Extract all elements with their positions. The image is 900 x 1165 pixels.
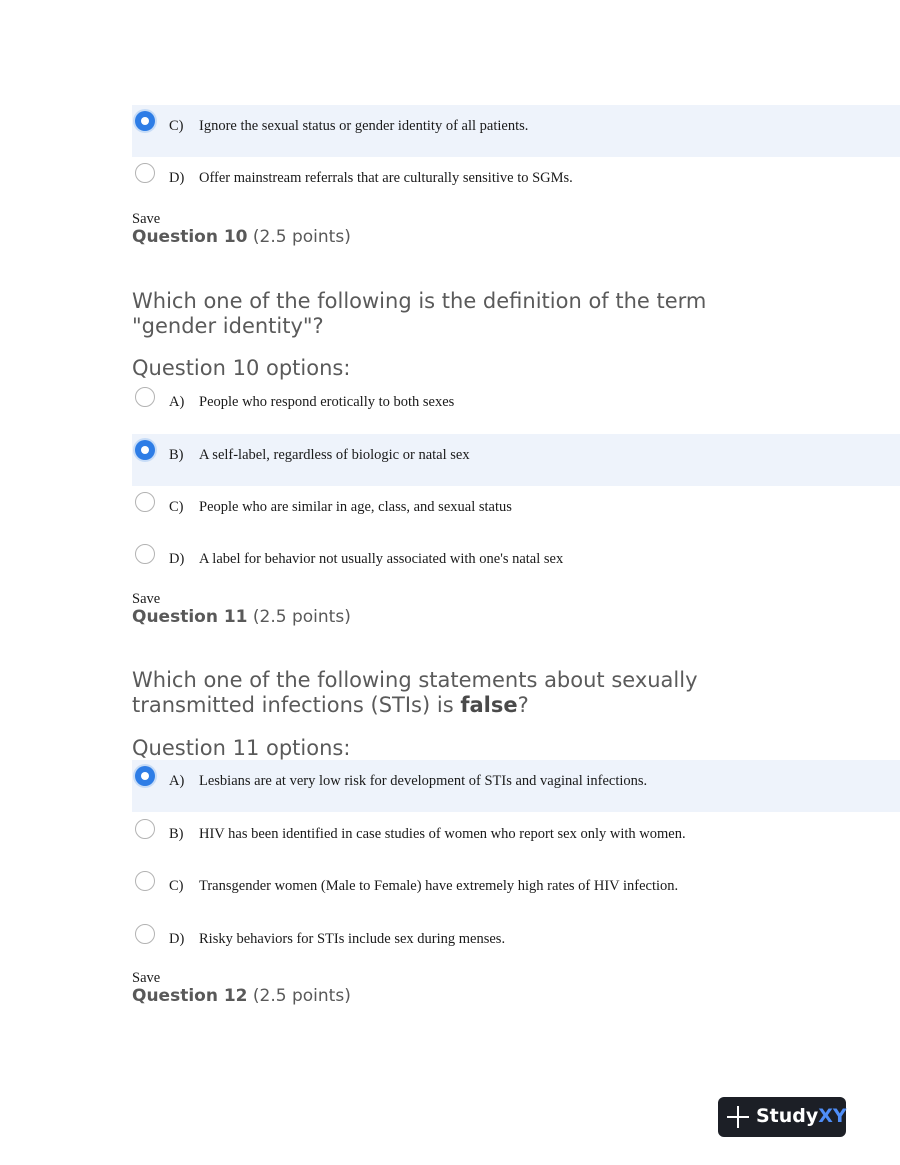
question-points: (2.5 points) xyxy=(252,607,351,627)
option-row[interactable] xyxy=(132,918,900,970)
question-prompt-text: Which one of the following statements about sexually transmitted infections (STIs) is xyxy=(132,668,698,717)
logo-wordmark-main: Study xyxy=(756,1105,819,1127)
option-text: A label for behavior not usually associated with one's natal sex xyxy=(199,551,564,567)
option-row[interactable] xyxy=(132,813,900,865)
option-text: Offer mainstream referrals that are culturally sensitive to SGMs. xyxy=(199,170,573,186)
question-number: Question 10 xyxy=(132,227,248,247)
option-letter: D) xyxy=(169,931,185,947)
question-prompt xyxy=(132,668,772,718)
save-link[interactable]: Save xyxy=(132,591,161,607)
option-letter: D) xyxy=(169,551,185,567)
question-points: (2.5 points) xyxy=(252,227,351,247)
save-link[interactable]: Save xyxy=(132,211,161,227)
radio-unselected-icon[interactable] xyxy=(135,871,155,891)
option-row[interactable] xyxy=(132,538,900,590)
option-text: A self-label, regardless of biologic or natal sex xyxy=(199,447,470,463)
option-row[interactable] xyxy=(132,105,900,157)
plus-icon xyxy=(727,1106,749,1128)
option-row[interactable] xyxy=(132,486,900,538)
radio-selected-icon[interactable] xyxy=(135,766,155,786)
option-row[interactable] xyxy=(132,157,900,209)
studyxy-logo xyxy=(718,1097,846,1137)
question-options-label: Question 11 options: xyxy=(132,736,351,760)
option-text: Transgender women (Male to Female) have extremely high rates of HIV infection. xyxy=(199,878,679,894)
question-number: Question 11 xyxy=(132,607,248,627)
question-options-label: Question 10 options: xyxy=(132,356,351,380)
question-prompt: Which one of the following is the definition of the term "gender identity"? xyxy=(132,289,707,338)
option-row[interactable] xyxy=(132,760,900,812)
logo-wordmark-accent: XY xyxy=(818,1105,847,1127)
option-text: Lesbians are at very low risk for development of STIs and vaginal infections. xyxy=(199,773,648,789)
option-letter: B) xyxy=(169,826,184,842)
option-text: People who respond erotically to both sexes xyxy=(199,394,455,410)
question-prompt-end: ? xyxy=(517,693,529,717)
question-number: Question 12 xyxy=(132,986,248,1006)
option-text: People who are similar in age, class, and sexual status xyxy=(199,499,512,515)
option-row[interactable] xyxy=(132,434,900,486)
question-points: (2.5 points) xyxy=(252,986,351,1006)
option-text: Ignore the sexual status or gender identity of all patients. xyxy=(199,118,529,134)
option-letter: C) xyxy=(169,499,184,515)
radio-selected-icon[interactable] xyxy=(135,440,155,460)
option-letter: B) xyxy=(169,447,184,463)
option-letter: A) xyxy=(169,394,185,410)
radio-unselected-icon[interactable] xyxy=(135,544,155,564)
radio-unselected-icon[interactable] xyxy=(135,924,155,944)
option-row[interactable] xyxy=(132,381,900,433)
radio-unselected-icon[interactable] xyxy=(135,819,155,839)
option-letter: C) xyxy=(169,878,184,894)
question-heading xyxy=(132,607,351,627)
logo-wordmark xyxy=(756,1105,847,1127)
radio-unselected-icon[interactable] xyxy=(135,387,155,407)
question-prompt-emphasis: false xyxy=(460,693,518,717)
option-letter: C) xyxy=(169,118,184,134)
radio-unselected-icon[interactable] xyxy=(135,492,155,512)
radio-unselected-icon[interactable] xyxy=(135,163,155,183)
save-link[interactable]: Save xyxy=(132,970,161,986)
option-text: HIV has been identified in case studies of women who report sex only with women. xyxy=(199,826,686,842)
question-heading xyxy=(132,227,351,247)
option-letter: D) xyxy=(169,170,185,186)
option-row[interactable] xyxy=(132,865,900,917)
option-text: Risky behaviors for STIs include sex during menses. xyxy=(199,931,506,947)
question-heading xyxy=(132,986,351,1006)
radio-selected-icon[interactable] xyxy=(135,111,155,131)
option-letter: A) xyxy=(169,773,185,789)
